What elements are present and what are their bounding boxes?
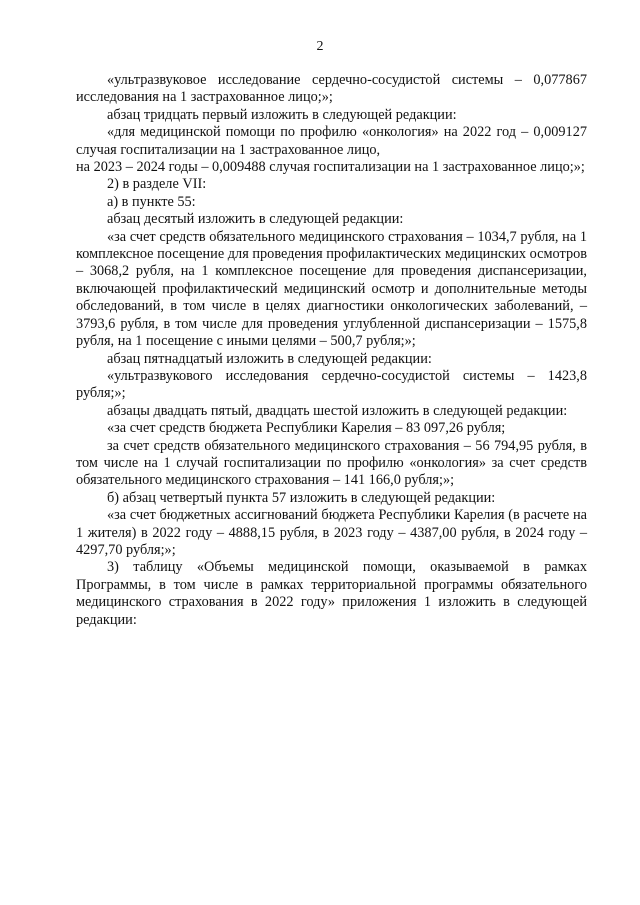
paragraph: за счет средств обязательного медицинского страхования – 56 794,95 рубля, в том числе на 1 случай госпитализации по профилю «онкология» за счет средств обязательного медицинского страхования – 141 166,0 рубля;»; (76, 437, 587, 489)
page-number: 2 (316, 39, 324, 54)
paragraph: 3) таблицу «Объемы медицинской помощи, оказываемой в рамках Программы, в том числе в рамках территориальной программы обязательного медицинского страхования в 2022 году» приложения 1 изложить в следующей редакции: (76, 559, 587, 628)
paragraph: «за счет бюджетных ассигнований бюджета Республики Карелия (в расчете на 1 жителя) в 2022 году – 4888,15 рубля, в 2023 году – 4387,00 рубля, в 2024 году – 4297,70 рубля;»; (76, 507, 587, 558)
paragraph: а) в пункте 55: (107, 193, 196, 210)
paragraph: 2) в разделе VII: (107, 176, 207, 193)
paragraph: «для медицинской помощи по профилю «онкология» на 2022 год – 0,009127 случая госпитализации на 1 застрахованное лицо, на 2023 – 2024 годы – 0,009488 случая госпитализации на 1 застрахованное лицо;»; (76, 124, 587, 176)
paragraph: «ультразвуковое исследование сердечно-сосудистой системы – 0,077867 исследования на 1 застрахованное лицо;»; (76, 72, 587, 106)
paragraph: абзац десятый изложить в следующей редакции: (107, 211, 404, 228)
paragraph: абзац пятнадцатый изложить в следующей редакции: (107, 350, 432, 367)
paragraph: «за счет средств обязательного медицинского страхования – 1034,7 рубля, на 1 комплексное посещение для проведения профилактических медицинских осмотров – 3068,2 рубля, на 1 комплексное посещение для проведения диспансеризации, включающей профилактический медицинский осмотр и дополнительные методы обследований, в том числе в целях диагностики онкологических заболеваний, – 3793,6 рубля, в том числе для проведения углубленной диспансеризации – 1575,8 рубля, на 1 посещение с иными целями – 500,7 рубля;»; (76, 228, 587, 350)
paragraph: абзацы двадцать пятый, двадцать шестой изложить в следующей редакции: (107, 402, 568, 419)
paragraph: «за счет средств бюджета Республики Карелия – 83 097,26 рубля; (107, 420, 506, 437)
document-body (76, 72, 587, 629)
paragraph: «ультразвукового исследования сердечно-сосудистой системы – 1423,8 рубля;»; (76, 367, 587, 402)
paragraph: б) абзац четвертый пункта 57 изложить в следующей редакции: (107, 489, 496, 506)
paragraph: абзац тридцать первый изложить в следующей редакции: (107, 106, 457, 123)
